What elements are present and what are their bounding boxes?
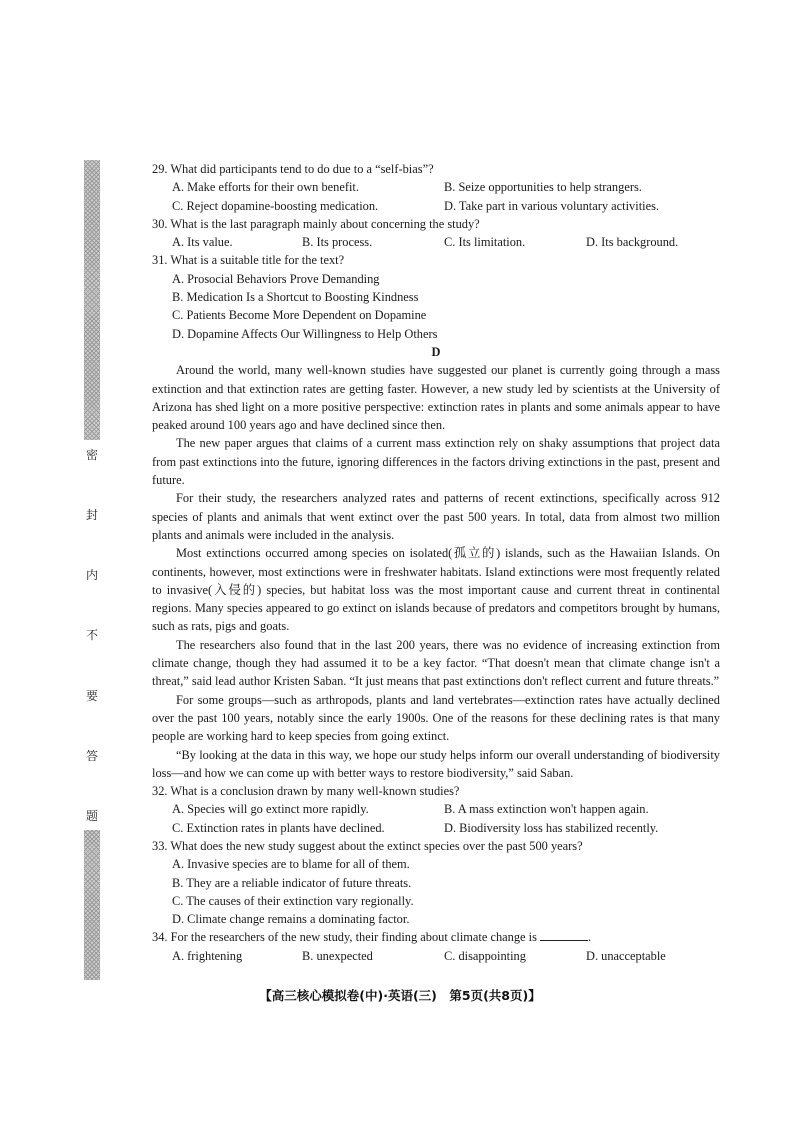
option-c: C. Patients Become More Dependent on Dopamine [172, 308, 427, 323]
question-stem: 29. What did participants tend to do due to a “self-bias”? [152, 162, 434, 176]
passage-paragraph: For some groups—such as arthropods, plants and land vertebrates—extinction rates have actually declined over the past 100 years, notably since the early 1900s. One of the reasons for these declining rates is that many people are working hard to keep species from going extinct. [152, 692, 720, 744]
answer-options [152, 233, 720, 251]
binding-notice [82, 440, 102, 830]
option-a: A. Invasive species are to blame for all of them. [172, 857, 410, 872]
question-stem: 30. What is the last paragraph mainly about concerning the study? [152, 216, 480, 231]
page-footer: 【高三核心模拟卷(中)·英语(三) 第5页(共8页)】 [259, 988, 541, 1003]
binding-char: 内 [85, 568, 98, 583]
answer-options [152, 800, 720, 837]
binding-char: 要 [85, 688, 98, 703]
answer-options [152, 178, 720, 215]
option-c: C. Its limitation. [444, 235, 526, 250]
question-32 [152, 782, 720, 837]
option-d: D. unacceptable [586, 948, 666, 963]
option-c: C. disappointing [444, 948, 526, 963]
question-29 [152, 160, 720, 215]
passage-paragraph: Most extinctions occurred among species on isolated(孤立的) islands, such as the Hawaiian Islands. On continents, however, most extinctions were in freshwater habitats. Island extinctions were most frequently related to invasive(入侵的) species, but habitat loss was the most important cause and current threat in continental regions. Many species appeared to go extinct on islands because of predators and competitors brought by humans, such as rats, pigs and goats. [152, 546, 720, 634]
binding-char: 答 [85, 748, 98, 763]
reading-passage [152, 361, 720, 782]
answer-options [152, 947, 720, 965]
option-b: B. A mass extinction won't happen again. [444, 802, 649, 817]
option-a: A. Make efforts for their own benefit. [172, 180, 359, 195]
option-d: D. Dopamine Affects Our Willingness to Help Others [172, 326, 438, 341]
question-34 [152, 928, 720, 965]
option-d: D. Climate change remains a dominating factor. [172, 912, 410, 927]
passage-paragraph: “By looking at the data in this way, we hope our study helps inform our overall understanding of biodiversity loss—and how we can come up with better ways to restore biodiversity,” said Saban. [152, 747, 720, 780]
question-33 [152, 837, 720, 928]
answer-blank [540, 928, 588, 941]
question-stem-text: 34. For the researchers of the new study, their finding about climate change is [152, 930, 537, 945]
question-stem [152, 928, 720, 946]
option-a: A. Its value. [172, 235, 233, 250]
option-b: B. Seize opportunities to help strangers. [444, 180, 642, 195]
question-30 [152, 215, 720, 252]
binding-char: 密 [85, 448, 98, 462]
passage-paragraph: The new paper argues that claims of a current mass extinction rely on shaky assumptions that project data from past extinctions into the future, ignoring differences in the factors driving extinctions in the past, present and future. [152, 436, 720, 488]
question-stem: 32. What is a conclusion drawn by many well-known studies? [152, 784, 460, 799]
option-c: C. The causes of their extinction vary regionally. [172, 893, 414, 908]
binding-char: 封 [85, 508, 98, 523]
option-d: D. Biodiversity loss has stabilized recently. [444, 820, 659, 835]
option-c: C. Reject dopamine-boosting medication. [172, 198, 379, 213]
question-31 [152, 251, 720, 342]
option-b: B. Medication Is a Shortcut to Boosting Kindness [172, 290, 419, 305]
binding-char: 不 [85, 628, 98, 643]
binding-char: 题 [85, 808, 98, 823]
option-b: B. Its process. [302, 235, 373, 250]
passage-paragraph: For their study, the researchers analyzed rates and patterns of recent extinctions, specifically across 912 species of plants and animals that went extinct over the past 500 years. In total, data from almost two million plants and animals were included in the analysis. [152, 491, 720, 542]
option-c: C. Extinction rates in plants have declined. [172, 820, 385, 835]
option-b: B. unexpected [302, 948, 373, 963]
section-title: D [431, 344, 441, 359]
question-stem-end: . [588, 930, 592, 945]
question-stem: 31. What is a suitable title for the text? [152, 253, 345, 268]
option-b: B. They are a reliable indicator of future threats. [172, 875, 412, 890]
passage-paragraph: Around the world, many well-known studies have suggested our planet is currently going through a mass extinction and that extinction rates are getting faster. However, a new study led by scientists at the University of Arizona has shed light on a more positive perspective: extinction rates in plants and some animals appear to have peaked around 100 years ago and have declined since then. [152, 363, 720, 433]
passage-paragraph: The researchers also found that in the last 200 years, there was no evidence of increasing extinction from climate change, though they had assumed it to be a key factor. “That doesn't mean that climate change isn't a threat,” said lead author Kristen Saban. “It just means that past extinctions don't reflect current and future threats.” [152, 637, 720, 689]
option-d: D. Its background. [586, 235, 679, 250]
question-stem: 33. What does the new study suggest about the extinct species over the past 500 years? [152, 838, 583, 853]
exam-page-content [152, 160, 720, 965]
option-a: A. Species will go extinct more rapidly. [172, 802, 369, 817]
option-a: A. frightening [172, 948, 243, 963]
option-d: D. Take part in various voluntary activities. [444, 198, 659, 213]
option-a: A. Prosocial Behaviors Prove Demanding [172, 271, 380, 286]
